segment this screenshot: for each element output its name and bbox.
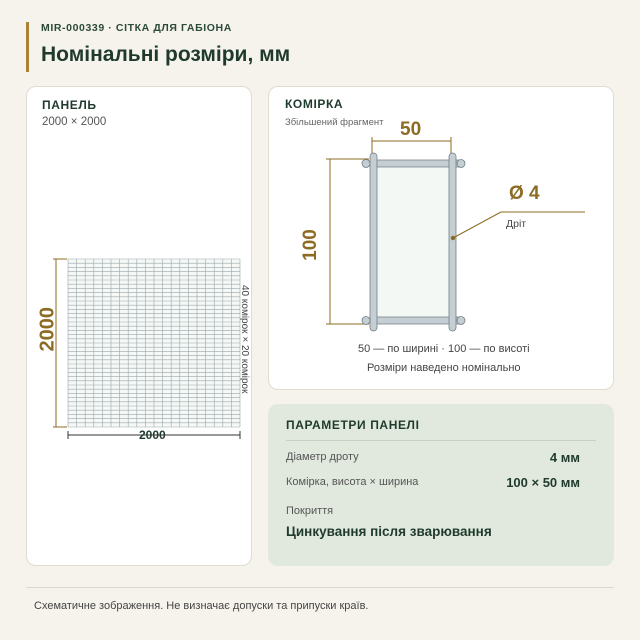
panel-grid-label: 40 комірок × 20 комірок [239, 285, 250, 394]
panel-height-label: 2000 [36, 307, 59, 352]
cell-width-label: 50 [400, 119, 422, 140]
cell-note-dimensions: 50 — по ширині · 100 — по висоті [358, 343, 530, 355]
params-title: ПАРАМЕТРИ ПАНЕЛІ [286, 418, 420, 432]
params-divider [286, 440, 596, 441]
panel-title: ПАНЕЛЬ [42, 98, 97, 112]
cell-height-label: 100 [300, 229, 321, 261]
cell-note-nominal: Розміри наведено номінально [367, 362, 521, 374]
page-header [26, 22, 290, 72]
left-wire [370, 153, 377, 331]
footer-divider [26, 587, 614, 588]
panel-size: 2000 × 2000 [42, 116, 107, 128]
param-value-cell: 100 × 50 мм [506, 475, 580, 490]
wire-leader-dot [451, 236, 455, 240]
wire-name-label: Дріт [506, 218, 527, 230]
param-value-coating: Цинкування після зварювання [286, 524, 492, 539]
panel-drawing [27, 87, 253, 567]
cell-card [268, 86, 614, 390]
panel-width-label: 2000 [139, 428, 166, 442]
wire-diameter-label: Ø 4 [509, 183, 540, 204]
cell-interior [375, 163, 451, 321]
right-wire [449, 153, 456, 331]
page-title: Номінальні розміри, мм [41, 43, 291, 66]
panel-mesh-grid [68, 259, 240, 427]
cell-subtitle: Збільшений фрагмент [285, 117, 384, 128]
product-code: MIR-000339 · СІТКА ДЛЯ ГАБІОНА [41, 22, 232, 34]
param-label-coating: Покриття [286, 505, 334, 517]
param-label-wire: Діаметр дроту [286, 451, 359, 463]
cell-height-dimension [326, 159, 369, 324]
param-value-wire: 4 мм [549, 450, 580, 465]
footer-note: Схематичне зображення. Не визначає допуски та припуски країв. [34, 600, 369, 612]
param-label-cell: Комірка, висота × ширина [286, 476, 419, 488]
panel-card [26, 86, 252, 566]
cell-title: КОМІРКА [285, 97, 344, 111]
panel-parameters-card [268, 404, 614, 566]
